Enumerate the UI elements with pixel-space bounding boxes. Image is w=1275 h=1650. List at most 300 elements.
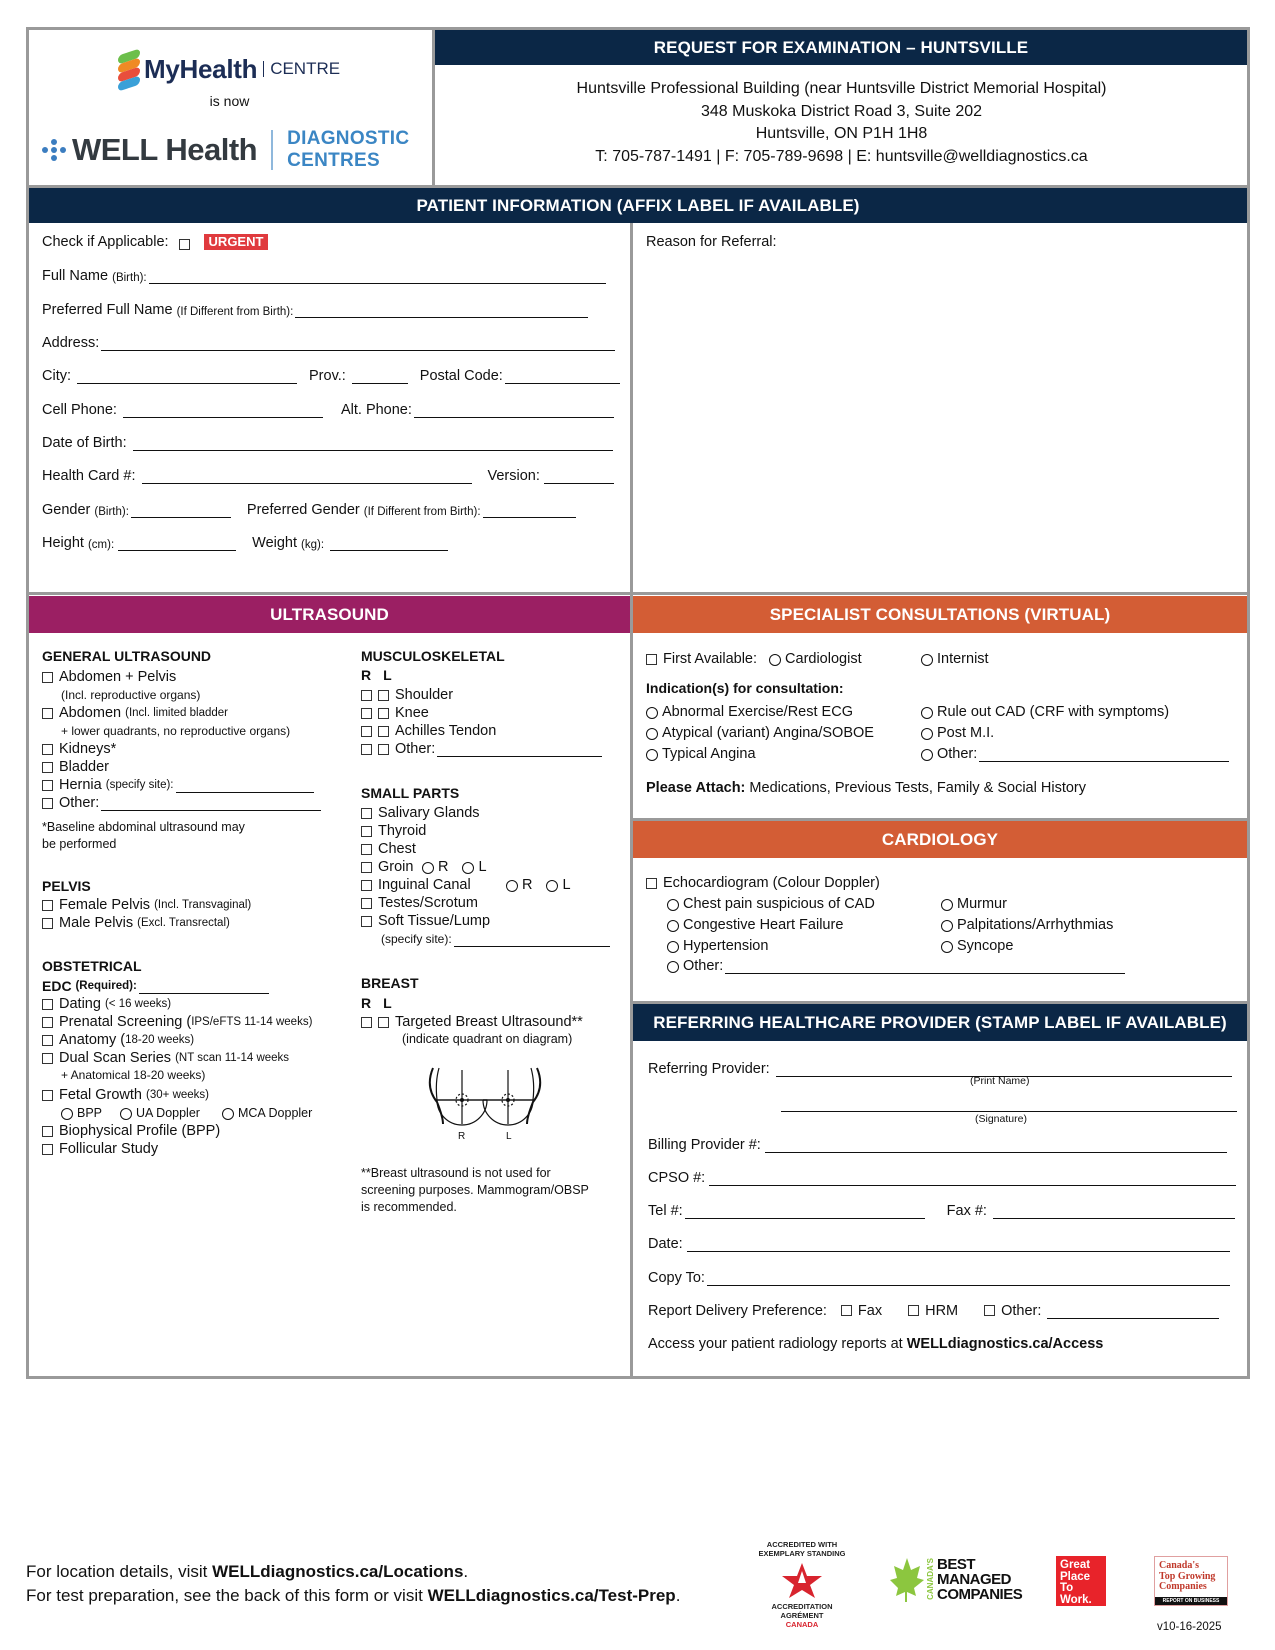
accreditation-canada-badge [752,1540,852,1629]
radio[interactable] [941,941,953,953]
pelvis-heading: PELVIS [42,878,91,894]
right-checkbox[interactable] [361,744,372,755]
follicular-option[interactable] [42,1141,158,1158]
checkbox[interactable] [646,878,657,889]
obstetrical-heading: OBSTETRICAL [42,958,142,974]
full-name-label: Full Name [42,268,109,284]
checkbox[interactable] [42,1017,53,1028]
label: Achilles Tendon [395,723,497,739]
gender-label: Gender [42,502,91,518]
r-label: R [361,667,372,683]
gender-field[interactable] [131,504,231,518]
mca-doppler-label: MCA Doppler [237,1106,313,1120]
checkbox[interactable] [42,708,53,719]
hint: (Incl. limited bladder [125,707,229,719]
weight-label: Weight [252,535,298,551]
mca-doppler-radio[interactable] [222,1108,234,1120]
atypical-angina-option[interactable] [646,725,874,742]
label: Bladder [59,759,109,775]
hernia-option[interactable] [42,777,314,794]
label: Inguinal Canal [378,877,471,893]
test-prep-link[interactable]: WELLdiagnostics.ca/Test-Prep [427,1586,676,1605]
great-place-to-work-badge [1056,1556,1106,1606]
signature-field[interactable] [781,1098,1237,1112]
label: Dual Scan Series [59,1050,172,1066]
internist-option[interactable] [921,651,989,668]
hint: IPS/eFTS 11-14 weeks) [191,1016,313,1028]
address-line-3: Huntsville, ON P1H 1H8 [755,125,928,142]
abdomen-option[interactable] [42,705,228,722]
label: Abdomen [59,705,122,721]
health-card-row [42,468,614,484]
bpp-option[interactable] [42,1123,220,1140]
height-field[interactable] [118,537,236,551]
height-weight-row [42,535,448,551]
label: Chest [378,841,416,857]
typical-angina-option[interactable] [646,746,756,763]
label: Post M.I. [937,725,995,741]
thyroid-option[interactable] [361,823,426,840]
ctg-line: Canada's [1159,1560,1200,1571]
tel-label: Tel #: [648,1203,683,1219]
edc-field[interactable] [139,980,269,994]
label: Thyroid [378,823,427,839]
billing-field[interactable] [765,1139,1227,1153]
right-checkbox[interactable] [361,708,372,719]
murmur-option[interactable] [941,896,1007,913]
bladder-option[interactable] [42,759,109,776]
palpitations-option[interactable] [941,917,1113,934]
delivery-hrm-label: HRM [925,1303,959,1319]
radio[interactable] [921,728,933,740]
edc-label: EDC [42,978,72,994]
well-dots-icon [42,139,66,161]
address-row [42,335,615,351]
access-text: Access your patient radiology reports at [648,1336,903,1352]
radio[interactable] [667,961,679,973]
l-label: L [562,877,571,893]
r-label: R [361,995,372,1011]
full-name-field[interactable] [149,270,606,284]
left-checkbox[interactable] [378,744,389,755]
checkbox[interactable] [42,1090,53,1101]
address-line-2: 348 Muskoka District Road 3, Suite 202 [700,102,983,120]
label: Abdomen + Pelvis [59,669,177,685]
radio[interactable] [667,920,679,932]
label: Atypical (variant) Angina/SOBOE [662,725,874,741]
chest-option[interactable] [361,841,416,858]
radio[interactable] [667,899,679,911]
well-health-name: WELL Health [72,132,258,167]
specialist-title: SPECIALIST CONSULTATIONS (VIRTUAL) [769,604,1111,624]
checkbox[interactable] [361,880,372,891]
left-checkbox[interactable] [378,690,389,701]
contact-line: T: 705-787-1491 | F: 705-789-9698 | E: huntsville@welldiagnostics.ca [595,147,1088,165]
label: Hypertension [683,938,769,954]
cell-phone-field[interactable] [123,404,323,418]
period: . [463,1562,469,1581]
full-name-hint: (Birth): [112,272,147,284]
ua-doppler-radio[interactable] [120,1108,132,1120]
delivery-fax-checkbox[interactable] [841,1305,852,1316]
checkbox[interactable] [42,1126,53,1137]
reason-for-referral-label: Reason for Referral: [646,234,777,250]
checkbox[interactable] [361,808,372,819]
left-checkbox[interactable] [378,726,389,737]
checkbox[interactable] [42,780,53,791]
radio[interactable] [667,941,679,953]
full-name-row [42,268,606,284]
checkbox[interactable] [42,672,53,683]
ctg-bar: REPORT ON BUSINESS [1155,1597,1227,1605]
shoulder-option [361,687,453,704]
urgent-badge: URGENT [204,234,269,250]
preferred-name-row [42,302,588,318]
radio[interactable] [646,749,658,761]
diagram-r-label: R [458,1131,466,1142]
fax-label: Fax #: [946,1203,987,1219]
version-label: Version: [487,468,540,484]
breast-disclaimer [361,1165,589,1216]
copy-to-label: Copy To: [648,1270,705,1286]
dual-scan-option[interactable] [42,1050,289,1067]
breast-quadrant-diagram[interactable] [425,1062,545,1142]
myhealth-name: MyHealth [144,53,258,84]
label: Prenatal Screening ( [59,1014,192,1030]
address-label: Address: [42,335,100,351]
prov-field[interactable] [352,370,408,384]
fax-field[interactable] [993,1205,1235,1219]
cardiology-other-field[interactable] [725,960,1125,974]
dating-option[interactable] [42,996,171,1013]
maple-leaf-icon [890,1556,924,1602]
groin-left-radio[interactable] [462,862,474,874]
delivery-row [648,1303,1219,1319]
diagram-l-label: L [506,1131,512,1142]
checkbox[interactable] [361,916,372,927]
delivery-other-field[interactable] [1047,1305,1219,1319]
right-checkbox[interactable] [361,1017,372,1028]
label: Hernia [59,777,102,793]
top-growing-companies-badge [1154,1556,1228,1606]
label: Anatomy ( [59,1032,126,1048]
hint: (specify site): [105,779,174,791]
label: Other: [395,741,436,757]
gender-row [42,502,576,518]
city-row [42,368,620,384]
locations-link[interactable]: WELLdiagnostics.ca/Locations [212,1562,464,1581]
echo-option[interactable] [646,875,880,892]
prenatal-screening-option[interactable] [42,1014,312,1031]
small-parts-heading: SMALL PARTS [361,785,460,801]
breast-note: (indicate quadrant on diagram) [402,1032,573,1046]
radio[interactable] [646,728,658,740]
checkbox[interactable] [361,898,372,909]
note-line: screening purposes. Mammogram/OBSP [361,1183,589,1197]
ua-doppler-label: UA Doppler [136,1106,200,1120]
l-label: L [383,667,392,683]
inguinal-left-radio[interactable] [546,880,558,892]
radio[interactable] [646,707,658,719]
footer-info [26,1560,680,1608]
male-pelvis-option[interactable] [42,915,230,932]
delivery-label: Report Delivery Preference: [648,1303,827,1319]
left-checkbox[interactable] [378,1017,389,1028]
height-hint: (cm): [87,539,115,551]
l-label: L [478,859,487,875]
cell-phone-label: Cell Phone: [42,402,117,418]
fetal-growth-option[interactable] [42,1087,209,1104]
checkbox[interactable] [42,999,53,1010]
bmc-line: MANAGED [937,1570,1011,1588]
gender-hint: (Birth): [94,506,129,518]
msk-rl-header [361,667,392,683]
weight-hint: (kg): [301,539,325,551]
hint: (Incl. Transvaginal) [154,899,252,911]
logo-separator [271,130,273,170]
rule-out-cad-option[interactable] [921,704,1169,721]
weight-field[interactable] [330,537,448,551]
groin-right-radio[interactable] [422,862,434,874]
checkbox[interactable] [361,826,372,837]
ultrasound-title: ULTRASOUND [270,604,389,624]
internist-radio[interactable] [921,654,933,666]
delivery-other-checkbox[interactable] [984,1305,995,1316]
billing-label: Billing Provider #: [648,1137,761,1153]
patient-info-title: PATIENT INFORMATION (AFFIX LABEL IF AVAILABLE) [416,195,860,215]
general-other-option[interactable] [42,795,321,812]
ctg-line: Companies [1159,1581,1207,1592]
soft-tissue-option[interactable] [361,913,490,930]
checkbox[interactable] [42,798,53,809]
date-label: Date: [648,1236,683,1252]
postal-field[interactable] [505,370,620,384]
copy-to-field[interactable] [707,1272,1230,1286]
inguinal-right-radio[interactable] [506,880,518,892]
delivery-other-label: Other: [1001,1303,1042,1319]
label: Kidneys* [59,741,117,757]
please-attach-row [646,780,1086,797]
cpso-row [648,1170,1236,1186]
version-field[interactable] [544,470,614,484]
pref-gender-field[interactable] [483,504,576,518]
patient-info-bar [29,188,1247,223]
form-title: REQUEST FOR EXAMINATION – HUNTSVILLE [653,37,1029,57]
best-managed-companies-badge [890,1556,1022,1602]
left-checkbox[interactable] [378,708,389,719]
acc-bottom: AGRÉMENT [780,1611,824,1620]
label: Female Pelvis [59,897,151,913]
bmc-line: COMPANIES [937,1585,1023,1603]
specialist-other-field[interactable] [979,748,1229,762]
anatomy-option[interactable] [42,1032,194,1049]
ctg-text [1155,1557,1227,1593]
label: Targeted Breast Ultrasound** [395,1014,583,1030]
radio[interactable] [941,899,953,911]
preferred-name-hint: (If Different from Birth): [176,306,294,318]
health-card-label: Health Card #: [42,468,136,484]
period: . [675,1586,681,1605]
soft-tissue-site-field[interactable] [454,933,610,947]
attach-label: Please Attach: [646,780,746,796]
tel-field[interactable] [685,1205,925,1219]
checkbox[interactable] [361,844,372,855]
delivery-hrm-checkbox[interactable] [908,1305,919,1316]
note-line: is recommended. [361,1200,457,1214]
hint: (specify site): [381,932,452,946]
acc-top: ACCREDITED WITH [766,1540,838,1549]
ultrasound-bar [29,596,630,633]
city-label: City: [42,368,71,384]
checkbox[interactable] [42,1035,53,1046]
address-line-1: Huntsville Professional Building (near Huntsville District Memorial Hospital) [576,80,1107,97]
form-version: v10-16-2025 [1157,1621,1222,1633]
checkbox[interactable] [42,918,53,929]
indications-label: Indication(s) for consultation: [646,680,844,696]
abdomen-pelvis-note: (Incl. reproductive organs) [61,688,201,702]
hint: (< 16 weeks) [104,998,172,1010]
note-line: **Breast ultrasound is not used for [361,1166,551,1180]
post-mi-option[interactable] [921,725,994,742]
alt-phone-field[interactable] [414,404,614,418]
hint: 18-20 weeks) [125,1034,195,1046]
radio[interactable] [921,749,933,761]
label: Biophysical Profile (BPP) [59,1123,221,1139]
label: Congestive Heart Failure [683,917,844,933]
bpp-radio[interactable] [61,1108,73,1120]
accreditation-star-icon [780,1561,824,1599]
diag-line1: DIAGNOSTIC [287,128,410,149]
salivary-option[interactable] [361,805,480,822]
referring-title: REFERRING HEALTHCARE PROVIDER (STAMP LABEL IF AVAILABLE) [653,1012,1227,1032]
diag-line2: CENTRES [287,150,380,171]
right-checkbox[interactable] [361,690,372,701]
hypertension-option[interactable] [667,938,768,955]
label: Chest pain suspicious of CAD [683,896,875,912]
myhealth-swirl-icon [118,50,140,88]
chest-pain-option[interactable] [667,896,875,913]
pref-gender-label: Preferred Gender [246,502,360,518]
checkbox[interactable] [42,900,53,911]
urgent-row [42,234,268,250]
urgent-checkbox[interactable] [179,239,190,250]
access-link[interactable]: WELLdiagnostics.ca/Access [906,1336,1104,1352]
hint: (30+ weeks) [146,1089,209,1101]
acc-bottom: ACCREDITATION [771,1602,833,1611]
dual-scan-note: + Anatomical 18-20 weeks) [61,1068,206,1082]
specialist-bar [633,596,1247,633]
first-available-row [646,651,862,668]
referring-provider-row [648,1061,1232,1077]
msk-other-field[interactable] [437,743,602,757]
bmc-line: BEST [937,1555,976,1573]
patient-bottom-rule [26,592,1250,595]
chf-option[interactable] [667,917,843,934]
date-field[interactable] [687,1238,1230,1252]
label: Groin [378,859,414,875]
general-other-field[interactable] [101,797,321,811]
checkbox[interactable] [42,1144,53,1155]
label: Other: [683,958,724,974]
testes-option[interactable] [361,895,478,912]
billing-row [648,1137,1227,1153]
form-title-bar [435,30,1247,65]
r-label: R [438,859,449,875]
dob-field[interactable] [133,437,613,451]
cpso-field[interactable] [709,1172,1236,1186]
gptw-line: Great [1060,1559,1091,1571]
abdomen-pelvis-option[interactable] [42,669,176,686]
footer-text: For test preparation, see the back of this form or visit [26,1586,428,1605]
preferred-name-field[interactable] [295,304,588,318]
label: Testes/Scrotum [378,895,478,911]
gptw-line: To [1060,1582,1074,1594]
gptw-line: Place [1060,1570,1091,1583]
checkbox[interactable] [42,1053,53,1064]
attach-text: Medications, Previous Tests, Family & Social History [749,780,1086,796]
soft-tissue-site [381,931,610,948]
reason-for-referral-field[interactable] [640,255,1240,585]
height-label: Height [42,535,84,551]
address-field[interactable] [101,337,615,351]
cardiology-title: CARDIOLOGY [881,829,999,849]
checkbox[interactable] [361,862,372,873]
breast-rl-header [361,995,392,1011]
hint: (Excl. Transrectal) [137,917,230,929]
label: Syncope [957,938,1014,954]
label: Fetal Growth [59,1087,142,1103]
right-checkbox[interactable] [361,726,372,737]
check-applicable-label: Check if Applicable: [42,234,169,250]
access-reports-row [648,1336,1103,1352]
hernia-site-field[interactable] [176,779,314,793]
checkbox[interactable] [42,762,53,773]
cardiologist-radio[interactable] [769,654,781,666]
cardiology-bar [633,821,1247,858]
is-now-text: is now [209,93,250,109]
hint: (NT scan 11-14 weeks [175,1052,290,1064]
first-available-checkbox[interactable] [646,654,657,665]
city-field[interactable] [77,370,297,384]
l-label: L [383,995,392,1011]
dob-label: Date of Birth: [42,435,127,451]
label: Salivary Glands [378,805,480,821]
referring-provider-bar [633,1004,1247,1041]
myhealth-centre: CENTRE [263,61,340,77]
syncope-option[interactable] [941,938,1013,955]
abnormal-ecg-option[interactable] [646,704,853,721]
checkbox[interactable] [42,744,53,755]
first-available-label: First Available: [663,651,758,667]
copy-to-row [648,1270,1230,1286]
radio[interactable] [921,707,933,719]
general-ultrasound-heading: GENERAL ULTRASOUND [42,648,212,664]
health-card-field[interactable] [142,470,472,484]
bmc-text [937,1557,1022,1602]
female-pelvis-option[interactable] [42,897,251,914]
label: Abnormal Exercise/Rest ECG [662,704,853,720]
radio[interactable] [941,920,953,932]
edc-row [42,978,269,995]
bmc-side-label: CANADA'S [926,1558,935,1600]
cardiology-other-option[interactable] [667,958,1125,975]
gptw-line: Work. [1060,1593,1092,1606]
fetal-growth-suboptions [61,1105,312,1122]
kidneys-option[interactable] [42,741,116,758]
specialist-other-option[interactable] [921,746,1229,763]
cardiologist-label: Cardiologist [785,651,862,667]
musculoskeletal-heading: MUSCULOSKELETAL [361,648,505,664]
